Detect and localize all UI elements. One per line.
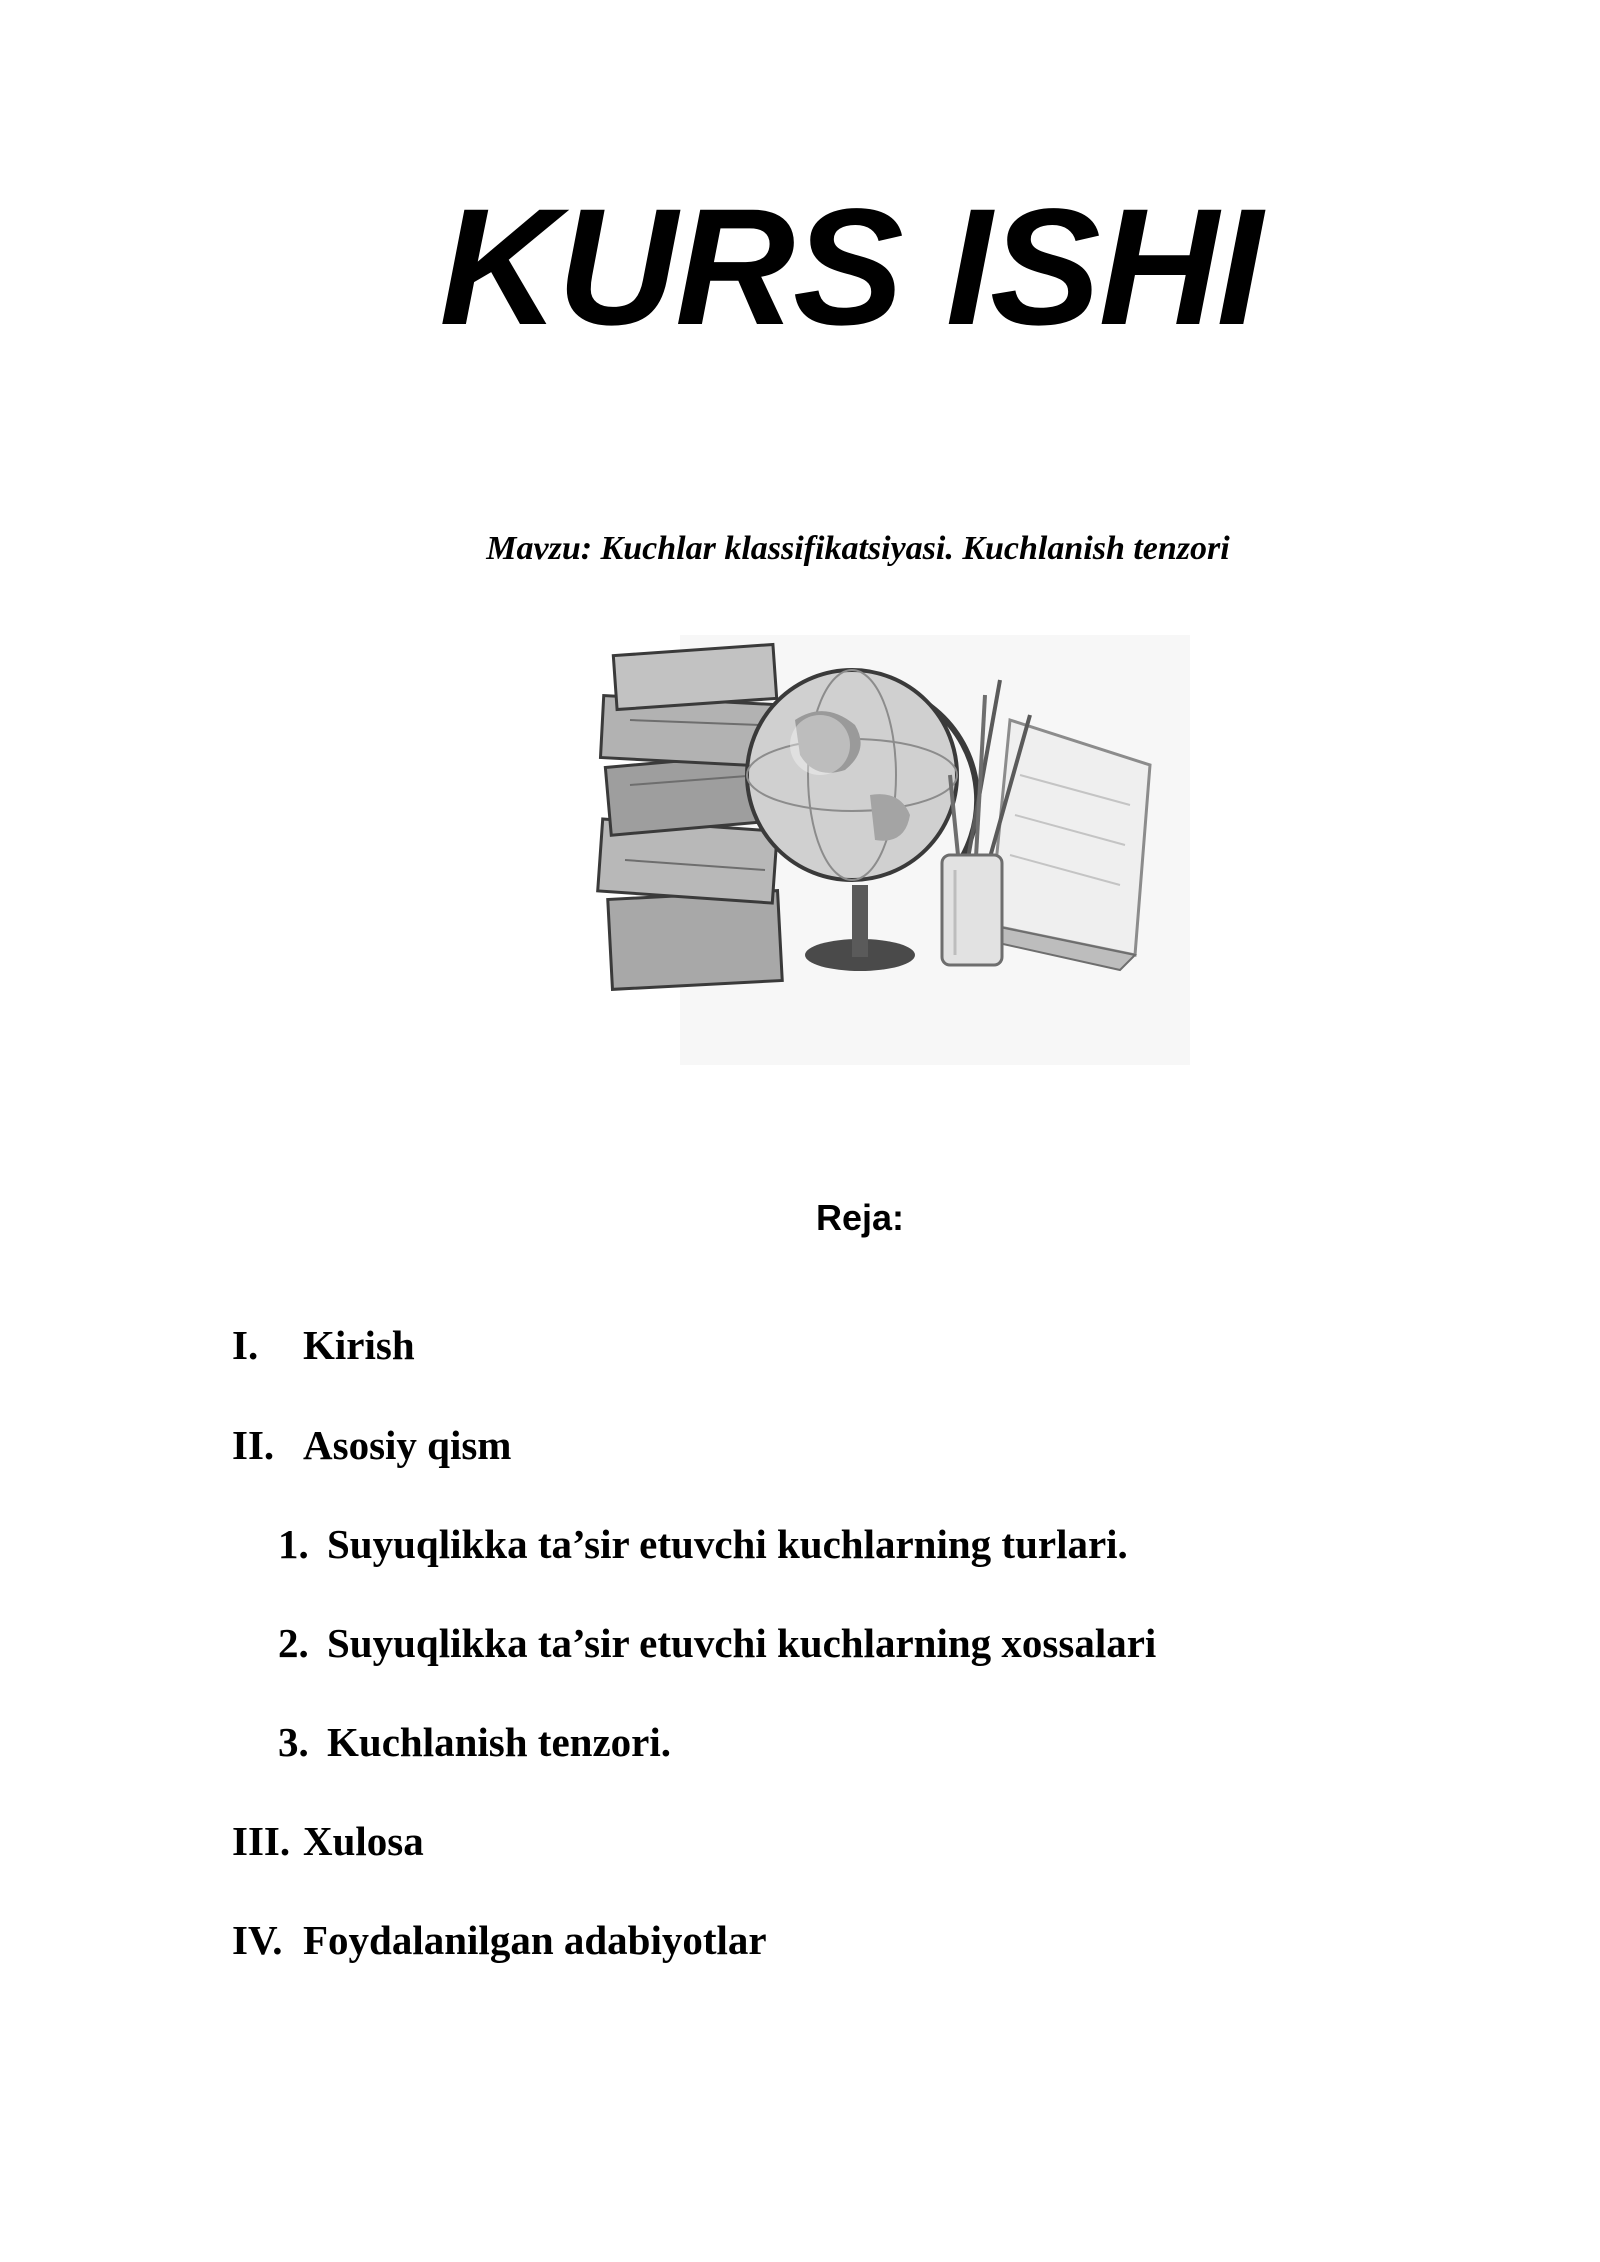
document-subject: Mavzu: Kuchlar klassifikatsiyasi. Kuchlanish tenzori: [486, 530, 1230, 567]
plan-item-text: Suyuqlikka ta’sir etuvchi kuchlarning xossalari: [327, 1620, 1157, 1666]
plan-item-text: Foydalanilgan adabiyotlar: [303, 1917, 767, 1963]
plan-item-number: III.: [232, 1818, 291, 1864]
plan-item-number: IV.: [232, 1917, 283, 1963]
plan-item-text: Kuchlanish tenzori.: [327, 1719, 671, 1765]
plan-item-text: Asosiy qism: [303, 1422, 512, 1468]
plan-item-number: 2.: [278, 1620, 309, 1666]
plan-item-number: I.: [232, 1322, 259, 1368]
plan-item-text: Xulosa: [303, 1818, 424, 1864]
document-title: KURS ISHI: [439, 175, 1261, 360]
plan-heading: Reja:: [815, 1197, 905, 1238]
plan-item-number: II.: [232, 1422, 275, 1468]
plan-item-text: Kirish: [303, 1322, 415, 1368]
plan-item-text: Suyuqlikka ta’sir etuvchi kuchlarning turlari.: [327, 1521, 1128, 1567]
plan-item-number: 1.: [278, 1521, 309, 1567]
plan-item-number: 3.: [278, 1719, 309, 1765]
